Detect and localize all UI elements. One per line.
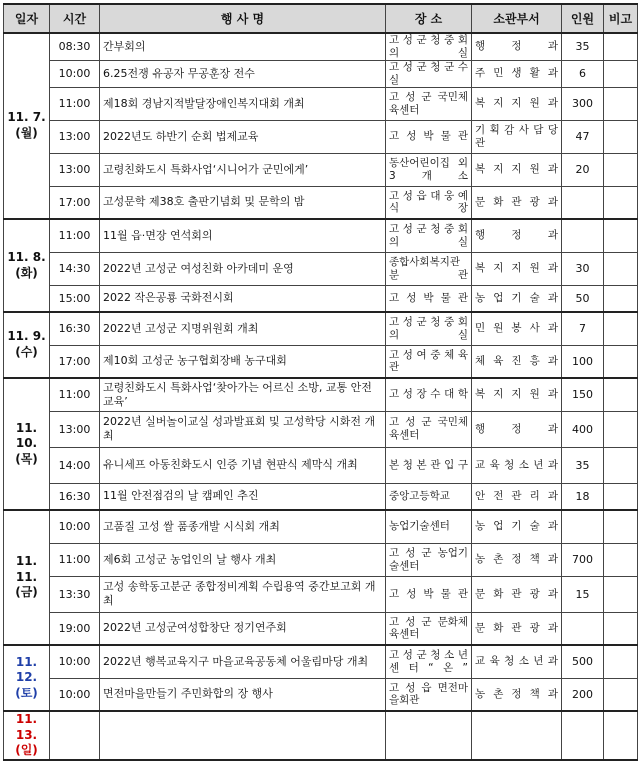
event-cell: 2022년 실버놀이교실 성과발표회 및 고성학당 시화전 개최: [100, 411, 386, 447]
place-cell: 본 청 본 관 입 구: [386, 447, 472, 483]
day-weekday: (화): [15, 265, 38, 280]
attendees-cell: 30: [562, 252, 604, 285]
header-date: 일자: [4, 4, 50, 33]
note-cell: [604, 711, 638, 760]
department-cell: 체 육 진 흥 과: [472, 345, 562, 378]
note-cell: [604, 378, 638, 411]
table-row: [4, 576, 638, 612]
table-row: [4, 60, 638, 87]
note-cell: [604, 543, 638, 576]
day-date-cell: [4, 33, 50, 219]
day-date: 11. 10.: [15, 420, 38, 451]
table-row: [4, 120, 638, 153]
table-row: [4, 345, 638, 378]
event-cell: 2022년 행복교육지구 마을교육공동체 어울림마당 개최: [100, 645, 386, 678]
place-cell: 고 성 군 농업기술센터: [386, 543, 472, 576]
attendees-cell: 47: [562, 120, 604, 153]
time-cell: 13:00: [50, 153, 100, 186]
day-date: 11. 9.: [7, 329, 46, 344]
header-event: 행 사 명: [100, 4, 386, 33]
attendees-cell: 400: [562, 411, 604, 447]
event-cell: 고령친화도시 특화사업‘찾아가는 어르신 소방, 교통 안전교육’: [100, 378, 386, 411]
day-weekday: (토): [15, 685, 38, 700]
department-cell: 주 민 생 활 과: [472, 60, 562, 87]
department-cell: 문 화 관 광 과: [472, 186, 562, 219]
table-row: [4, 612, 638, 645]
header-attendees: 인원: [562, 4, 604, 33]
event-cell: 고령친화도시 특화사업‘시니어가 군민에게’: [100, 153, 386, 186]
place-cell: 고 성 군 청 소 년 센 터 “ 온 ”: [386, 645, 472, 678]
note-cell: [604, 345, 638, 378]
day-date: 11. 7.: [7, 110, 46, 125]
event-cell: 11월 읍·면장 연석회의: [100, 219, 386, 252]
event-cell: [100, 711, 386, 760]
note-cell: [604, 87, 638, 120]
place-cell: 고 성 군 국민체육센터: [386, 411, 472, 447]
table-body: [4, 33, 638, 760]
time-cell: 11:00: [50, 219, 100, 252]
table-header: [4, 4, 638, 33]
attendees-cell: 200: [562, 678, 604, 711]
attendees-cell: 35: [562, 447, 604, 483]
attendees-cell: 150: [562, 378, 604, 411]
time-cell: 15:00: [50, 285, 100, 312]
department-cell: 복 지 지 원 과: [472, 87, 562, 120]
note-cell: [604, 483, 638, 510]
note-cell: [604, 447, 638, 483]
department-cell: 교 육 청 소 년 과: [472, 645, 562, 678]
time-cell: 14:30: [50, 252, 100, 285]
table-row: [4, 378, 638, 411]
event-cell: 유니세프 아동친화도시 인증 기념 현판식 제막식 개최: [100, 447, 386, 483]
attendees-cell: 50: [562, 285, 604, 312]
time-cell: 16:30: [50, 312, 100, 345]
place-cell: 고 성 읍 면전마을회관: [386, 678, 472, 711]
place-cell: 고 성 박 물 관: [386, 120, 472, 153]
note-cell: [604, 510, 638, 543]
time-cell: 17:00: [50, 186, 100, 219]
note-cell: [604, 252, 638, 285]
attendees-cell: [562, 612, 604, 645]
department-cell: 복 지 지 원 과: [472, 252, 562, 285]
note-cell: [604, 120, 638, 153]
attendees-cell: 300: [562, 87, 604, 120]
header-row: [4, 4, 638, 33]
place-cell: 고 성 읍 대 웅 예 식 장: [386, 186, 472, 219]
attendees-cell: 6: [562, 60, 604, 87]
place-cell: 고 성 군 청 군 수 실: [386, 60, 472, 87]
table-row: [4, 153, 638, 186]
table-row: [4, 711, 638, 760]
note-cell: [604, 285, 638, 312]
table-row: [4, 219, 638, 252]
attendees-cell: 18: [562, 483, 604, 510]
table-row: [4, 252, 638, 285]
note-cell: [604, 186, 638, 219]
note-cell: [604, 60, 638, 87]
time-cell: 10:00: [50, 678, 100, 711]
note-cell: [604, 411, 638, 447]
table-row: [4, 678, 638, 711]
time-cell: 13:00: [50, 120, 100, 153]
day-date: 11. 13.: [15, 712, 38, 742]
department-cell: [472, 711, 562, 760]
attendees-cell: [562, 510, 604, 543]
time-cell: 11:00: [50, 543, 100, 576]
time-cell: 14:00: [50, 447, 100, 483]
day-date-cell: [4, 711, 50, 760]
time-cell: 17:00: [50, 345, 100, 378]
place-cell: 고 성 군 청 중 회 의 실: [386, 219, 472, 252]
table-row: [4, 483, 638, 510]
time-cell: [50, 711, 100, 760]
event-cell: 간부회의: [100, 33, 386, 60]
day-date-cell: [4, 219, 50, 312]
department-cell: 복 지 지 원 과: [472, 153, 562, 186]
day-date-cell: [4, 510, 50, 645]
time-cell: 10:00: [50, 510, 100, 543]
table-row: [4, 447, 638, 483]
place-cell: 농업기술센터: [386, 510, 472, 543]
event-cell: 11월 안전점검의 날 캠페인 추진: [100, 483, 386, 510]
department-cell: 행 정 과: [472, 411, 562, 447]
department-cell: 농 업 기 술 과: [472, 510, 562, 543]
day-date-cell: [4, 312, 50, 378]
department-cell: 농 촌 정 책 과: [472, 543, 562, 576]
day-weekday: (수): [15, 345, 38, 359]
table-row: [4, 645, 638, 678]
attendees-cell: [562, 711, 604, 760]
day-date-cell: [4, 645, 50, 711]
time-cell: 19:00: [50, 612, 100, 645]
event-cell: 6.25전쟁 유공자 무공훈장 전수: [100, 60, 386, 87]
attendees-cell: [562, 219, 604, 252]
table-row: [4, 186, 638, 219]
place-cell: 고 성 군 청 중 회 의 실: [386, 312, 472, 345]
schedule-table: [3, 3, 638, 761]
header-department: 소관부서: [472, 4, 562, 33]
event-cell: 2022년 고성군 여성친화 아카데미 운영: [100, 252, 386, 285]
time-cell: 08:30: [50, 33, 100, 60]
time-cell: 13:00: [50, 411, 100, 447]
attendees-cell: [562, 186, 604, 219]
place-cell: 고 성 여 중 체 육 관: [386, 345, 472, 378]
department-cell: 민 원 봉 사 과: [472, 312, 562, 345]
event-cell: 제6회 고성군 농업인의 날 행사 개최: [100, 543, 386, 576]
header-time: 시간: [50, 4, 100, 33]
table-row: [4, 33, 638, 60]
event-cell: 제10회 고성군 농구협회장배 농구대회: [100, 345, 386, 378]
day-weekday: (목): [15, 451, 38, 466]
event-cell: 2022년도 하반기 순회 법제교육: [100, 120, 386, 153]
time-cell: 11:00: [50, 378, 100, 411]
note-cell: [604, 612, 638, 645]
place-cell: 동산어린이집 외 3 개 소: [386, 153, 472, 186]
event-cell: 2022년 고성군여성합창단 정기연주회: [100, 612, 386, 645]
department-cell: 행 정 과: [472, 33, 562, 60]
event-cell: 고품질 고성 쌀 품종개발 시식회 개최: [100, 510, 386, 543]
place-cell: [386, 711, 472, 760]
department-cell: 농 촌 정 책 과: [472, 678, 562, 711]
day-weekday: (일): [15, 743, 38, 758]
attendees-cell: 500: [562, 645, 604, 678]
day-date: 11. 11.: [15, 554, 38, 584]
place-cell: 고 성 군 국민체육센터: [386, 87, 472, 120]
place-cell: 고 성 박 물 관: [386, 285, 472, 312]
place-cell: 고 성 박 물 관: [386, 576, 472, 612]
attendees-cell: 15: [562, 576, 604, 612]
attendees-cell: 700: [562, 543, 604, 576]
table-row: [4, 312, 638, 345]
department-cell: 복 지 지 원 과: [472, 378, 562, 411]
department-cell: 행 정 과: [472, 219, 562, 252]
place-cell: 고 성 군 청 중 회 의 실: [386, 33, 472, 60]
table-row: [4, 87, 638, 120]
place-cell: 중앙고등학교: [386, 483, 472, 510]
header-note: 비고: [604, 4, 638, 33]
table-row: [4, 510, 638, 543]
day-date-cell: [4, 378, 50, 510]
department-cell: 안 전 관 리 과: [472, 483, 562, 510]
attendees-cell: 20: [562, 153, 604, 186]
attendees-cell: 7: [562, 312, 604, 345]
event-cell: 고성 송학동고분군 종합정비계획 수립용역 중간보고회 개최: [100, 576, 386, 612]
table-row: [4, 543, 638, 576]
day-date: 11. 8.: [7, 249, 46, 264]
event-cell: 2022년 고성군 지명위원회 개최: [100, 312, 386, 345]
department-cell: 문 화 관 광 과: [472, 576, 562, 612]
event-cell: 면전마을만들기 주민화합의 장 행사: [100, 678, 386, 711]
place-cell: 고 성 군 문화체육센터: [386, 612, 472, 645]
time-cell: 16:30: [50, 483, 100, 510]
note-cell: [604, 219, 638, 252]
note-cell: [604, 678, 638, 711]
place-cell: 고 성 장 수 대 학: [386, 378, 472, 411]
time-cell: 10:00: [50, 60, 100, 87]
time-cell: 10:00: [50, 645, 100, 678]
note-cell: [604, 33, 638, 60]
time-cell: 11:00: [50, 87, 100, 120]
attendees-cell: 100: [562, 345, 604, 378]
department-cell: 농 업 기 술 과: [472, 285, 562, 312]
header-place: 장 소: [386, 4, 472, 33]
event-cell: 2022 작은공룡 국화전시회: [100, 285, 386, 312]
time-cell: 13:30: [50, 576, 100, 612]
note-cell: [604, 312, 638, 345]
day-weekday: (금): [15, 585, 38, 600]
table-row: [4, 411, 638, 447]
note-cell: [604, 153, 638, 186]
place-cell: 종합사회복지관 분 관: [386, 252, 472, 285]
table-row: [4, 285, 638, 312]
department-cell: 교 육 청 소 년 과: [472, 447, 562, 483]
note-cell: [604, 645, 638, 678]
day-date: 11. 12.: [15, 654, 38, 685]
day-weekday: (월): [15, 126, 38, 140]
event-cell: 고성문학 제38호 출판기념회 및 문학의 밤: [100, 186, 386, 219]
department-cell: 기 획 감 사 담 당 관: [472, 120, 562, 153]
note-cell: [604, 576, 638, 612]
event-cell: 제18회 경남지적발달장애인복지대회 개최: [100, 87, 386, 120]
attendees-cell: 35: [562, 33, 604, 60]
department-cell: 문 화 관 광 과: [472, 612, 562, 645]
